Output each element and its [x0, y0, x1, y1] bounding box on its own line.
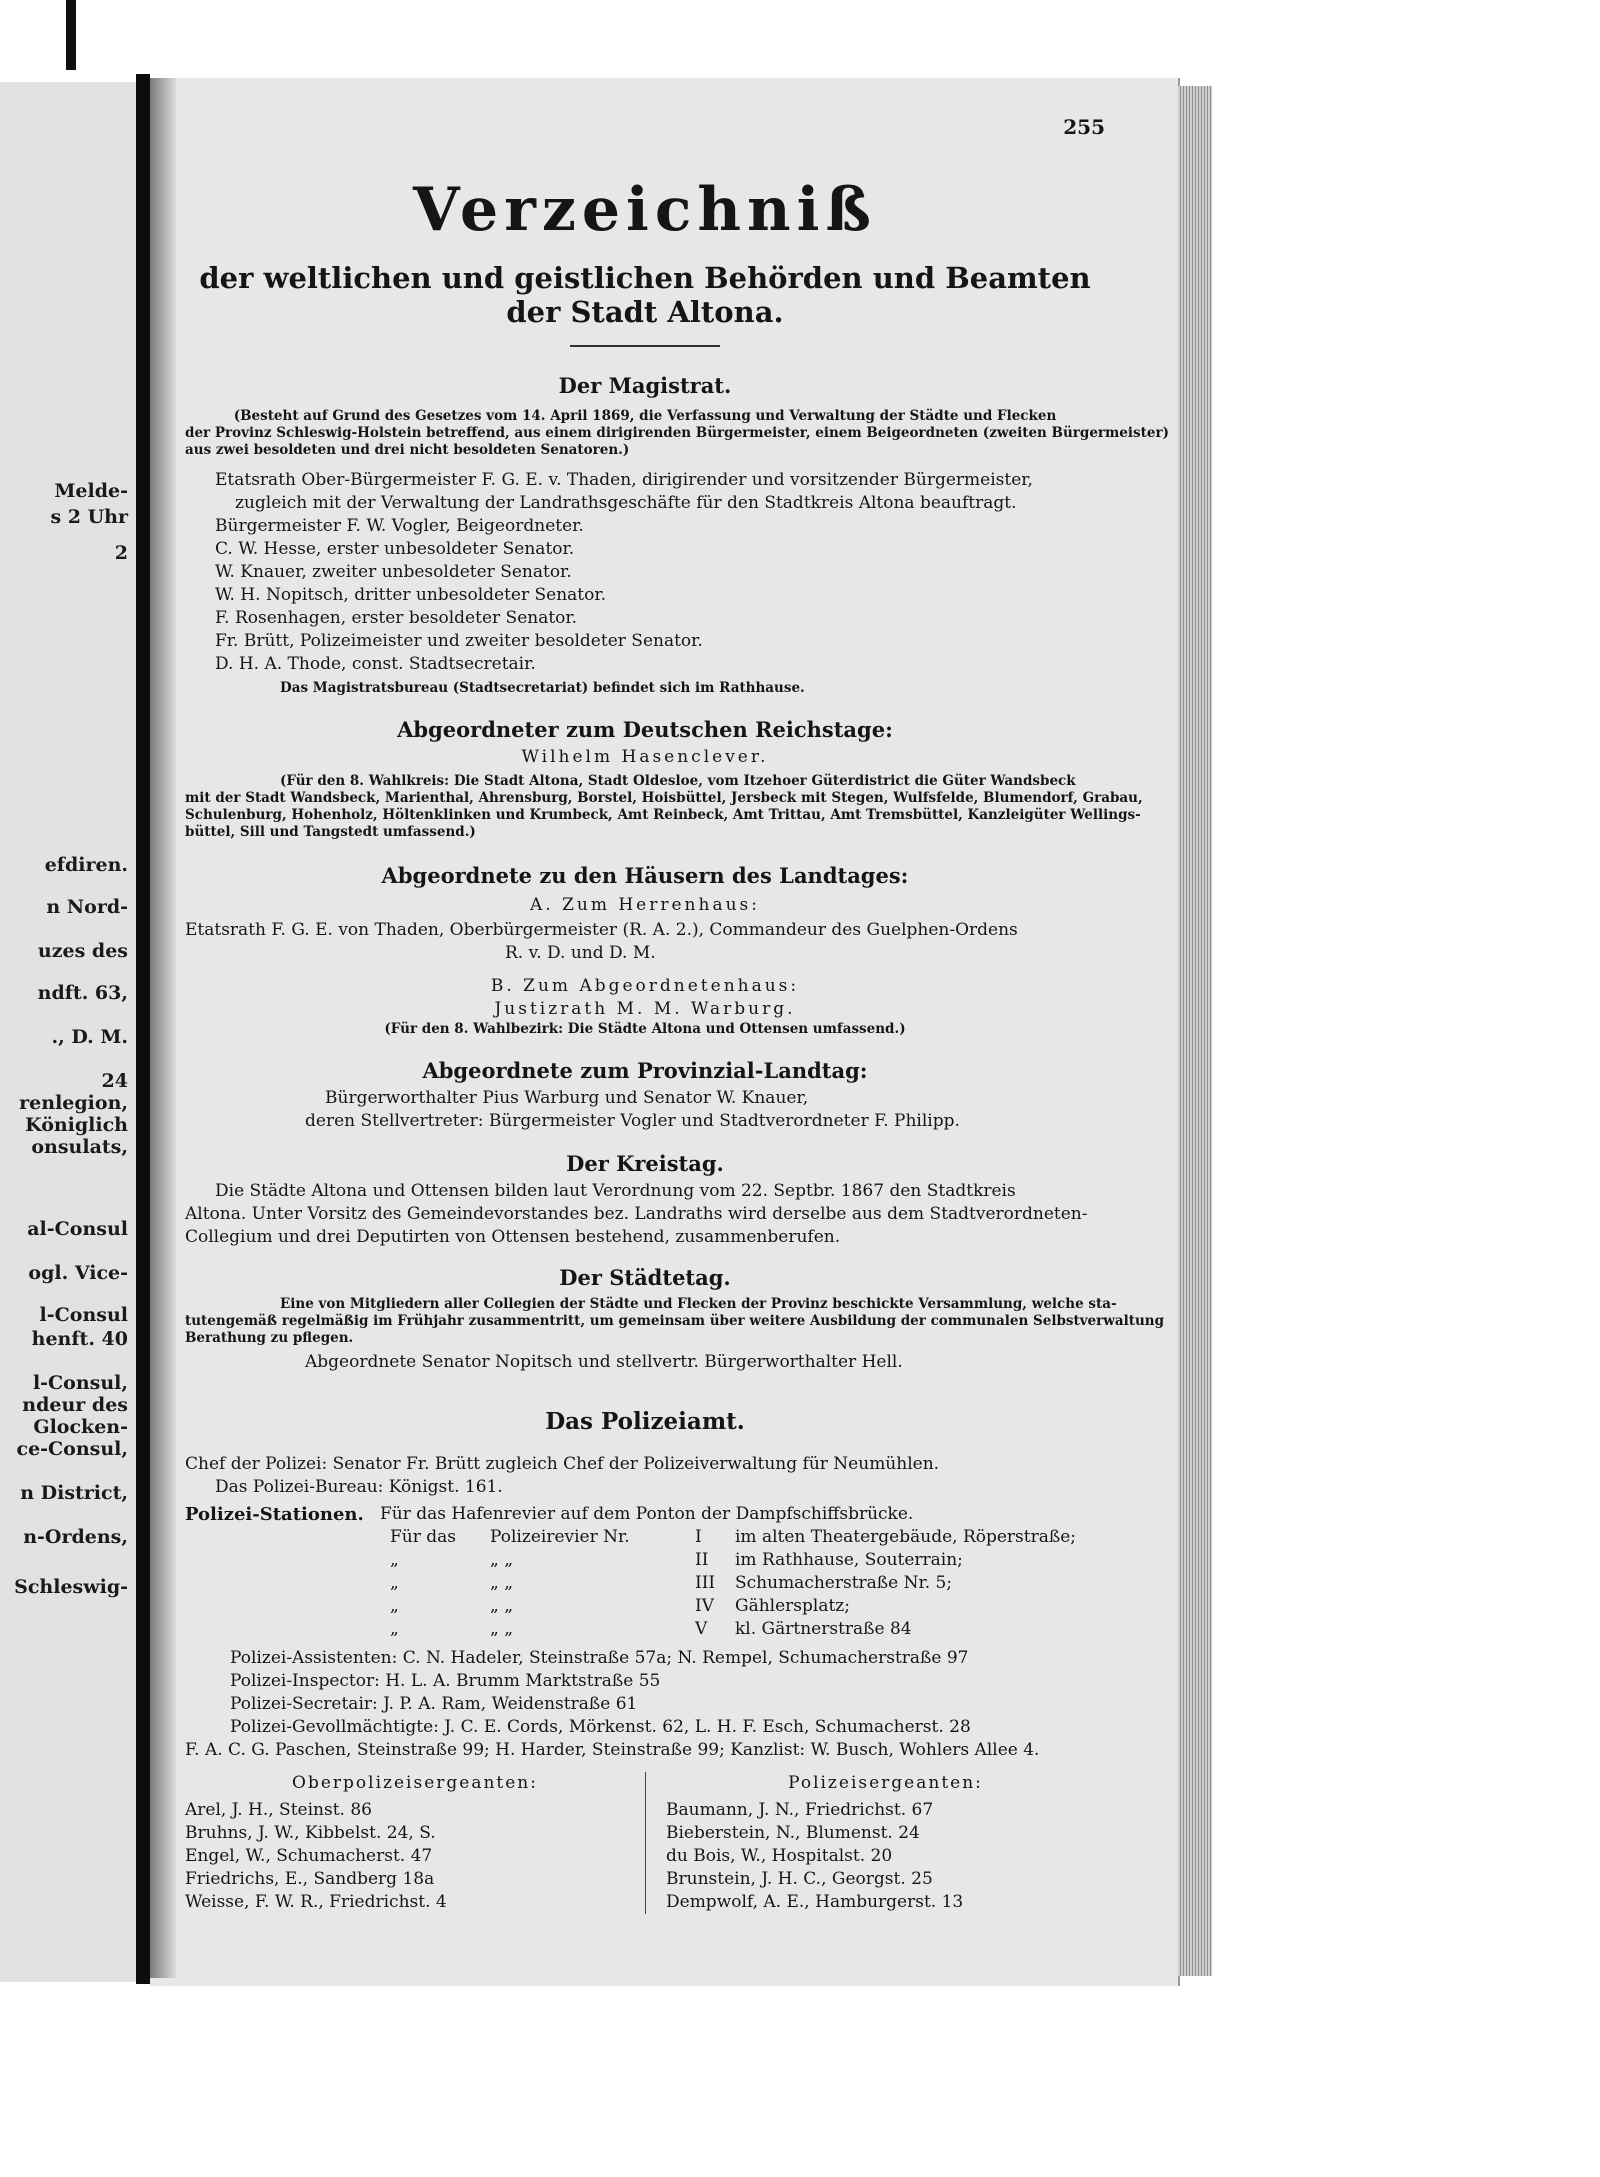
member-list: [185, 469, 1105, 676]
note-line: tutengemäß regelmäßig im Frühjahr zusammentritt, um gemeinsam über weitere Ausbildung der communalen Selbstverwaltung: [185, 1313, 1165, 1329]
section-landtag: [185, 863, 1105, 1038]
station-row: [390, 1595, 1105, 1618]
station-prefix: „: [390, 1596, 399, 1616]
left-fragment: Melde-: [54, 480, 128, 502]
page-edges: [1178, 86, 1212, 1976]
page-content: [185, 115, 1169, 1914]
bureau-note: Das Magistratsbureau (Stadtsecretariat) befindet sich im Rathhause.: [280, 680, 805, 696]
station-address: im Rathhause, Souterrain;: [735, 1550, 963, 1570]
text-line: Die Städte Altona und Ottensen bilden laut Verordnung vom 22. Septbr. 1867 den Stadtkreis: [215, 1181, 1016, 1201]
note-line: (Besteht auf Grund des Gesetzes vom 14. April 1869, die Verfassung und Verwaltung der Städte und Flecken: [233, 408, 1057, 424]
note-line: Schulenburg, Hohenholz, Höltenklinken und Krumbeck, Amt Reinbeck, Amt Trittau, Amt Tremsbüttel, Kanzleigüter Wellings-: [185, 807, 1141, 823]
page-title: Verzeichniß: [412, 175, 878, 245]
left-fragment: uzes des: [37, 940, 128, 962]
left-fragment: n-Ordens,: [23, 1526, 128, 1548]
note-line: aus zwei besoldeten und drei nicht besoldeten Senatoren.): [185, 442, 630, 458]
sergeant-entry: Arel, J. H., Steinst. 86: [185, 1800, 372, 1820]
left-fragment: 2: [114, 542, 128, 564]
sergeant-entry: du Bois, W., Hospitalst. 20: [666, 1846, 893, 1866]
station-type: „ „: [490, 1550, 514, 1570]
note-line: (Für den 8. Wahlkreis: Die Stadt Altona, Stadt Oldesloe, vom Itzehoer Güterdistrict die Güter Wandsbeck: [280, 773, 1076, 789]
station-number: I: [695, 1527, 702, 1547]
station-address: im alten Theatergebäude, Röperstraße;: [735, 1527, 1077, 1547]
sergeant-entry: Friedrichs, E., Sandberg 18a: [185, 1869, 435, 1889]
kreistag-text: [185, 1180, 1105, 1249]
station-row: [390, 1526, 1105, 1549]
station-row: [390, 1572, 1105, 1595]
left-fragment: ogl. Vice-: [28, 1262, 128, 1284]
section-heading: Das Polizeiamt.: [545, 1408, 745, 1435]
text-line: Collegium und drei Deputirten von Ottensen bestehend, zusammenberufen.: [185, 1227, 841, 1247]
left-fragment: Glocken-: [33, 1416, 128, 1438]
staff-entry: Polizei-Inspector: H. L. A. Brumm Marktstraße 55: [230, 1671, 661, 1691]
note-line: büttel, Sill und Tangstedt umfassend.): [185, 824, 476, 840]
abgeordnetenhaus-member: Justizrath M. M. Warburg.: [494, 999, 796, 1019]
sergeant-entry: Baumann, J. N., Friedrichst. 67: [666, 1800, 934, 1820]
station-number: V: [695, 1619, 708, 1639]
provinzial-members: [185, 1087, 1105, 1133]
left-fragment: efdiren.: [44, 854, 128, 876]
staff-entry: Polizei-Assistenten: C. N. Hadeler, Steinstraße 57a; N. Rempel, Schumacherstraße 97: [230, 1648, 969, 1668]
section-note: [185, 408, 1169, 459]
station-number: II: [695, 1550, 709, 1570]
left-fragment: ce-Consul,: [16, 1438, 128, 1460]
left-fragment: s 2 Uhr: [50, 506, 128, 528]
note-line: Berathung zu pflegen.: [185, 1330, 354, 1346]
station-address: Gählersplatz;: [735, 1596, 850, 1616]
station-prefix: „: [390, 1550, 399, 1570]
note-line: der Provinz Schleswig-Holstein betreffend, aus einem dirigirenden Bürgermeister, einem Beigeordneten (zweiten Bürgermeister): [185, 425, 1169, 441]
note-line: mit der Stadt Wandsbeck, Marienthal, Ahrensburg, Borstel, Hoisbüttel, Jersbeck mit Stegen, Wulfsfelde, Blumendorf, Grabau,: [185, 790, 1143, 806]
left-fragment: l-Consul: [39, 1304, 128, 1326]
stations-label: Polizei-Stationen.: [185, 1504, 364, 1525]
book-gutter: [136, 74, 150, 1984]
sergeant-entry: Bruhns, J. W., Kibbelst. 24, S.: [185, 1823, 436, 1843]
section-kreistag: [185, 1151, 1105, 1249]
section-note: [185, 1296, 1165, 1347]
title-divider: [570, 345, 720, 347]
section-polizeiamt: [185, 1408, 1105, 1914]
sergeant-columns: [185, 1772, 1105, 1914]
section-magistrat: [185, 373, 1169, 697]
left-fragment: ndft. 63,: [37, 982, 128, 1004]
left-fragment: n Nord-: [46, 896, 128, 918]
station-row: Für das Hafenrevier auf dem Ponton der Dampfschiffsbrücke.: [380, 1504, 914, 1524]
staff-entry: Polizei-Gevollmächtigte: J. C. E. Cords, Mörkenst. 62, L. H. F. Esch, Schumacherst. 28: [230, 1717, 971, 1737]
station-address: kl. Gärtnerstraße 84: [735, 1619, 912, 1639]
left-fragment: Schleswig-: [14, 1576, 128, 1598]
text-line: Chef der Polizei: Senator Fr. Brütt zugleich Chef der Polizeiverwaltung für Neumühlen.: [185, 1454, 940, 1474]
staedtetag-delegates: Abgeordnete Senator Nopitsch und stellvertr. Bürgerworthalter Hell.: [305, 1352, 903, 1372]
station-address: Schumacherstraße Nr. 5;: [735, 1573, 953, 1593]
section-staedtetag: [185, 1265, 1165, 1374]
station-type: Polizeirevier Nr.: [490, 1527, 630, 1547]
member-entry: Bürgerworthalter Pius Warburg und Senator W. Knauer,: [325, 1088, 809, 1108]
station-number: IV: [695, 1596, 714, 1616]
member-entry: Bürgermeister F. W. Vogler, Beigeordneter.: [215, 516, 584, 536]
member-entry: R. v. D. und D. M.: [505, 943, 656, 963]
column-heading: Polizeisergeanten:: [788, 1773, 983, 1793]
station-number: III: [695, 1573, 716, 1593]
section-note: [185, 773, 1143, 841]
section-reichstag: [185, 717, 1143, 841]
text-line: Altona. Unter Vorsitz des Gemeindevorstandes bez. Landraths wird derselbe aus dem Stadtverordneten-: [185, 1204, 1088, 1224]
member-entry: C. W. Hesse, erster unbesoldeter Senator.: [215, 539, 575, 559]
left-fragment: henft. 40: [31, 1328, 128, 1350]
station-row: [390, 1549, 1105, 1572]
left-fragment: Königlich: [25, 1114, 128, 1136]
herrenhaus-label: A. Zum Herrenhaus:: [529, 895, 760, 915]
section-heading: Der Kreistag.: [566, 1151, 724, 1176]
polizei-leadership: [185, 1453, 1105, 1499]
station-type: „ „: [490, 1573, 514, 1593]
herrenhaus-members: [185, 919, 1105, 965]
member-entry: deren Stellvertreter: Bürgermeister Vogler und Stadtverordneter F. Philipp.: [305, 1111, 960, 1131]
polizei-staff: [185, 1647, 1105, 1762]
ober-sergeant-column: [185, 1772, 645, 1914]
page-number: 255: [1063, 115, 1105, 139]
member-entry: zugleich mit der Verwaltung der Landrathsgeschäfte für den Stadtkreis Altona beauftragt.: [235, 493, 1017, 513]
staff-entry: Polizei-Secretair: J. P. A. Ram, Weidenstraße 61: [230, 1694, 638, 1714]
member-entry: Fr. Brütt, Polizeimeister und zweiter besoldeter Senator.: [215, 631, 703, 651]
member-entry: Etatsrath F. G. E. von Thaden, Oberbürgermeister (R. A. 2.), Commandeur des Guelphen-Ordens: [185, 920, 1018, 940]
member-entry: W. Knauer, zweiter unbesoldeter Senator.: [215, 562, 572, 582]
abgeordnetenhaus-label: B. Zum Abgeordnetenhaus:: [490, 976, 800, 996]
sergeant-entry: Weisse, F. W. R., Friedrichst. 4: [185, 1892, 447, 1912]
left-fragment: renlegion,: [19, 1092, 128, 1114]
left-fragment: onsulats,: [31, 1136, 128, 1158]
sergeant-entry: Engel, W., Schumacherst. 47: [185, 1846, 433, 1866]
reichstag-member: Wilhelm Hasenclever.: [521, 747, 769, 767]
member-entry: W. H. Nopitsch, dritter unbesoldeter Senator.: [215, 585, 607, 605]
sergeant-entry: Brunstein, J. H. C., Georgst. 25: [666, 1869, 933, 1889]
sergeant-column: [645, 1772, 1105, 1914]
section-heading: Der Städtetag.: [559, 1265, 731, 1290]
section-note: (Für den 8. Wahlbezirk: Die Städte Altona und Ottensen umfassend.): [384, 1021, 906, 1037]
station-prefix: Für das: [390, 1527, 457, 1547]
member-entry: D. H. A. Thode, const. Stadtsecretair.: [215, 654, 536, 674]
text-line: Das Polizei-Bureau: Königst. 161.: [215, 1477, 503, 1497]
left-fragment: ndeur des: [22, 1394, 128, 1416]
station-prefix: „: [390, 1573, 399, 1593]
left-fragment: al-Consul: [27, 1218, 128, 1240]
station-prefix: „: [390, 1619, 399, 1639]
polizei-stations: [185, 1503, 1105, 1641]
section-heading: Abgeordnete zu den Häusern des Landtages:: [381, 863, 909, 888]
left-fragment: ., D. M.: [51, 1026, 128, 1048]
scan-border-top: [66, 0, 76, 70]
station-row: [390, 1618, 1105, 1641]
left-fragment: 24: [101, 1070, 128, 1092]
staff-entry: F. A. C. G. Paschen, Steinstraße 99; H. Harder, Steinstraße 99; Kanzlist: W. Busch, Wohlers Allee 4.: [185, 1740, 1040, 1760]
station-type: „ „: [490, 1596, 514, 1616]
section-heading: Abgeordnete zum Provinzial-Landtag:: [422, 1058, 868, 1083]
sergeant-entry: Dempwolf, A. E., Hamburgerst. 13: [666, 1892, 964, 1912]
column-heading: Oberpolizeisergeanten:: [292, 1773, 538, 1793]
left-fragment: n District,: [20, 1482, 128, 1504]
left-fragment: l-Consul,: [32, 1372, 128, 1394]
section-heading: Abgeordneter zum Deutschen Reichstage:: [397, 717, 893, 742]
section-provinzial: [185, 1058, 1105, 1133]
station-type: „ „: [490, 1619, 514, 1639]
page-subtitle: der weltlichen und geistlichen Behörden und Beamten der Stadt Altona.: [199, 261, 1091, 329]
member-entry: F. Rosenhagen, erster besoldeter Senator.: [215, 608, 578, 628]
member-entry: Etatsrath Ober-Bürgermeister F. G. E. v. Thaden, dirigirender und vorsitzender Bürgermeister,: [215, 470, 1033, 490]
gutter-shadow: [150, 78, 176, 1978]
note-line: Eine von Mitgliedern aller Collegien der Städte und Flecken der Provinz beschickte Versammlung, welche sta-: [280, 1296, 1117, 1312]
left-page-fragment: [0, 82, 136, 1982]
section-heading: Der Magistrat.: [558, 373, 732, 398]
sergeant-entry: Bieberstein, N., Blumenst. 24: [666, 1823, 920, 1843]
